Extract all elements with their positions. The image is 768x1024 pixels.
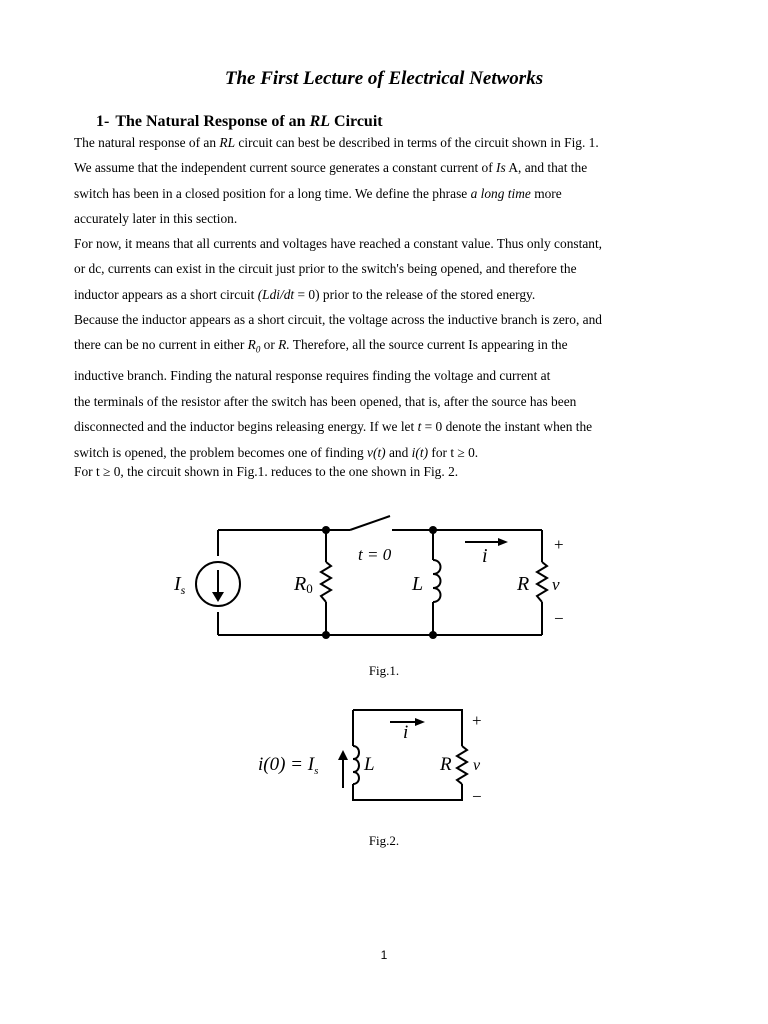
resistor-r-zigzag [457, 746, 467, 784]
minus-sign: − [472, 787, 482, 806]
node-dot [429, 526, 437, 534]
inductor-l-coils [353, 746, 359, 784]
figure-2-circuit [250, 700, 510, 810]
voltage-label: v [552, 575, 560, 594]
node-dot [322, 526, 330, 534]
text-line: or dc, currents can exist in the circuit just prior to the switch's being opened, and therefore the [74, 261, 577, 277]
current-label: i [482, 545, 488, 567]
text-line: switch is opened, the problem becomes one of finding v(t) and i(t) for t ≥ 0. [74, 444, 479, 460]
initial-current-arrowhead [338, 750, 348, 760]
text-line: Because the inductor appears as a short circuit, the voltage across the inductive branch is zero, and [74, 312, 602, 327]
section-heading-suffix: Circuit [330, 113, 383, 130]
text-line: there can be no current in either $R_0$ or R. Therefore, all the source current Is appearing in the [74, 337, 568, 356]
figure-1-caption: Fig.1. [368, 663, 400, 678]
current-label: i [403, 722, 409, 743]
text-line: accurately later in this section. [74, 211, 238, 227]
section-heading-prefix: The Natural Response of an [115, 113, 310, 130]
text-line: inductive branch. Finding the natural response requires finding the voltage and current at [74, 368, 551, 384]
text-line: We assume that the independent current source generates a constant current of Is A, and that the [74, 160, 588, 176]
section-heading-rl: RL [309, 113, 331, 130]
switch-label: t = 0 [358, 545, 392, 564]
text-line: inductor appears as a short circuit (Ldi/dt = 0) prior to the release of the stored energy. [74, 286, 536, 302]
inductor-l-label: L [364, 754, 375, 775]
plus-sign: + [554, 535, 564, 554]
node-dot [429, 631, 437, 639]
text-line: For t ≥ 0, the circuit shown in Fig.1. reduces to the one shown in Fig. 2. [74, 464, 459, 479]
resistor-r-zigzag [537, 562, 547, 602]
inductor-l-label: L [412, 573, 424, 595]
section-number: 1- [96, 113, 110, 130]
inductor-l-coils [433, 560, 441, 602]
section-heading [96, 113, 383, 131]
text-line: The natural response of an RL circuit can best be described in terms of the circuit shown in Fig. 1. [74, 135, 599, 150]
text-line: switch has been in a closed position for a long time. We define the phrase a long time more [74, 185, 562, 201]
text-line: disconnected and the inductor begins releasing energy. If we let t = 0 denote the instant when the [74, 419, 593, 435]
r0-label: R0 [294, 573, 313, 596]
plus-sign: + [472, 711, 482, 730]
paragraph-reduction [74, 459, 704, 484]
current-arrow-head [415, 718, 425, 726]
figure-1-circuit [160, 510, 590, 650]
figure-2-caption: Fig.2. [368, 833, 400, 848]
node-dot [322, 631, 330, 639]
paragraph-dc-state [74, 231, 704, 307]
resistor-r-label: R [440, 754, 452, 775]
paragraph-intro [74, 130, 704, 232]
source-label: $I_s$ [174, 573, 186, 597]
switch-blade [350, 516, 390, 530]
current-source-arrowhead [212, 592, 224, 602]
text-line: the terminals of the resistor after the switch has been opened, that is, after the source has been [74, 393, 577, 409]
paragraph-natural-response [74, 307, 704, 465]
current-arrow-head [498, 538, 508, 546]
page-number: 1 [380, 948, 388, 962]
resistor-r-label: R [517, 573, 530, 595]
initial-current-label: $i(0) = I_s$ [258, 754, 319, 777]
document-title: The First Lecture of Electrical Networks [224, 68, 544, 89]
minus-sign: − [554, 609, 564, 628]
text-line: For now, it means that all currents and voltages have reached a constant value. Thus only constant, [74, 236, 603, 251]
resistor-r0-zigzag [321, 562, 331, 602]
voltage-label: v [473, 757, 481, 774]
